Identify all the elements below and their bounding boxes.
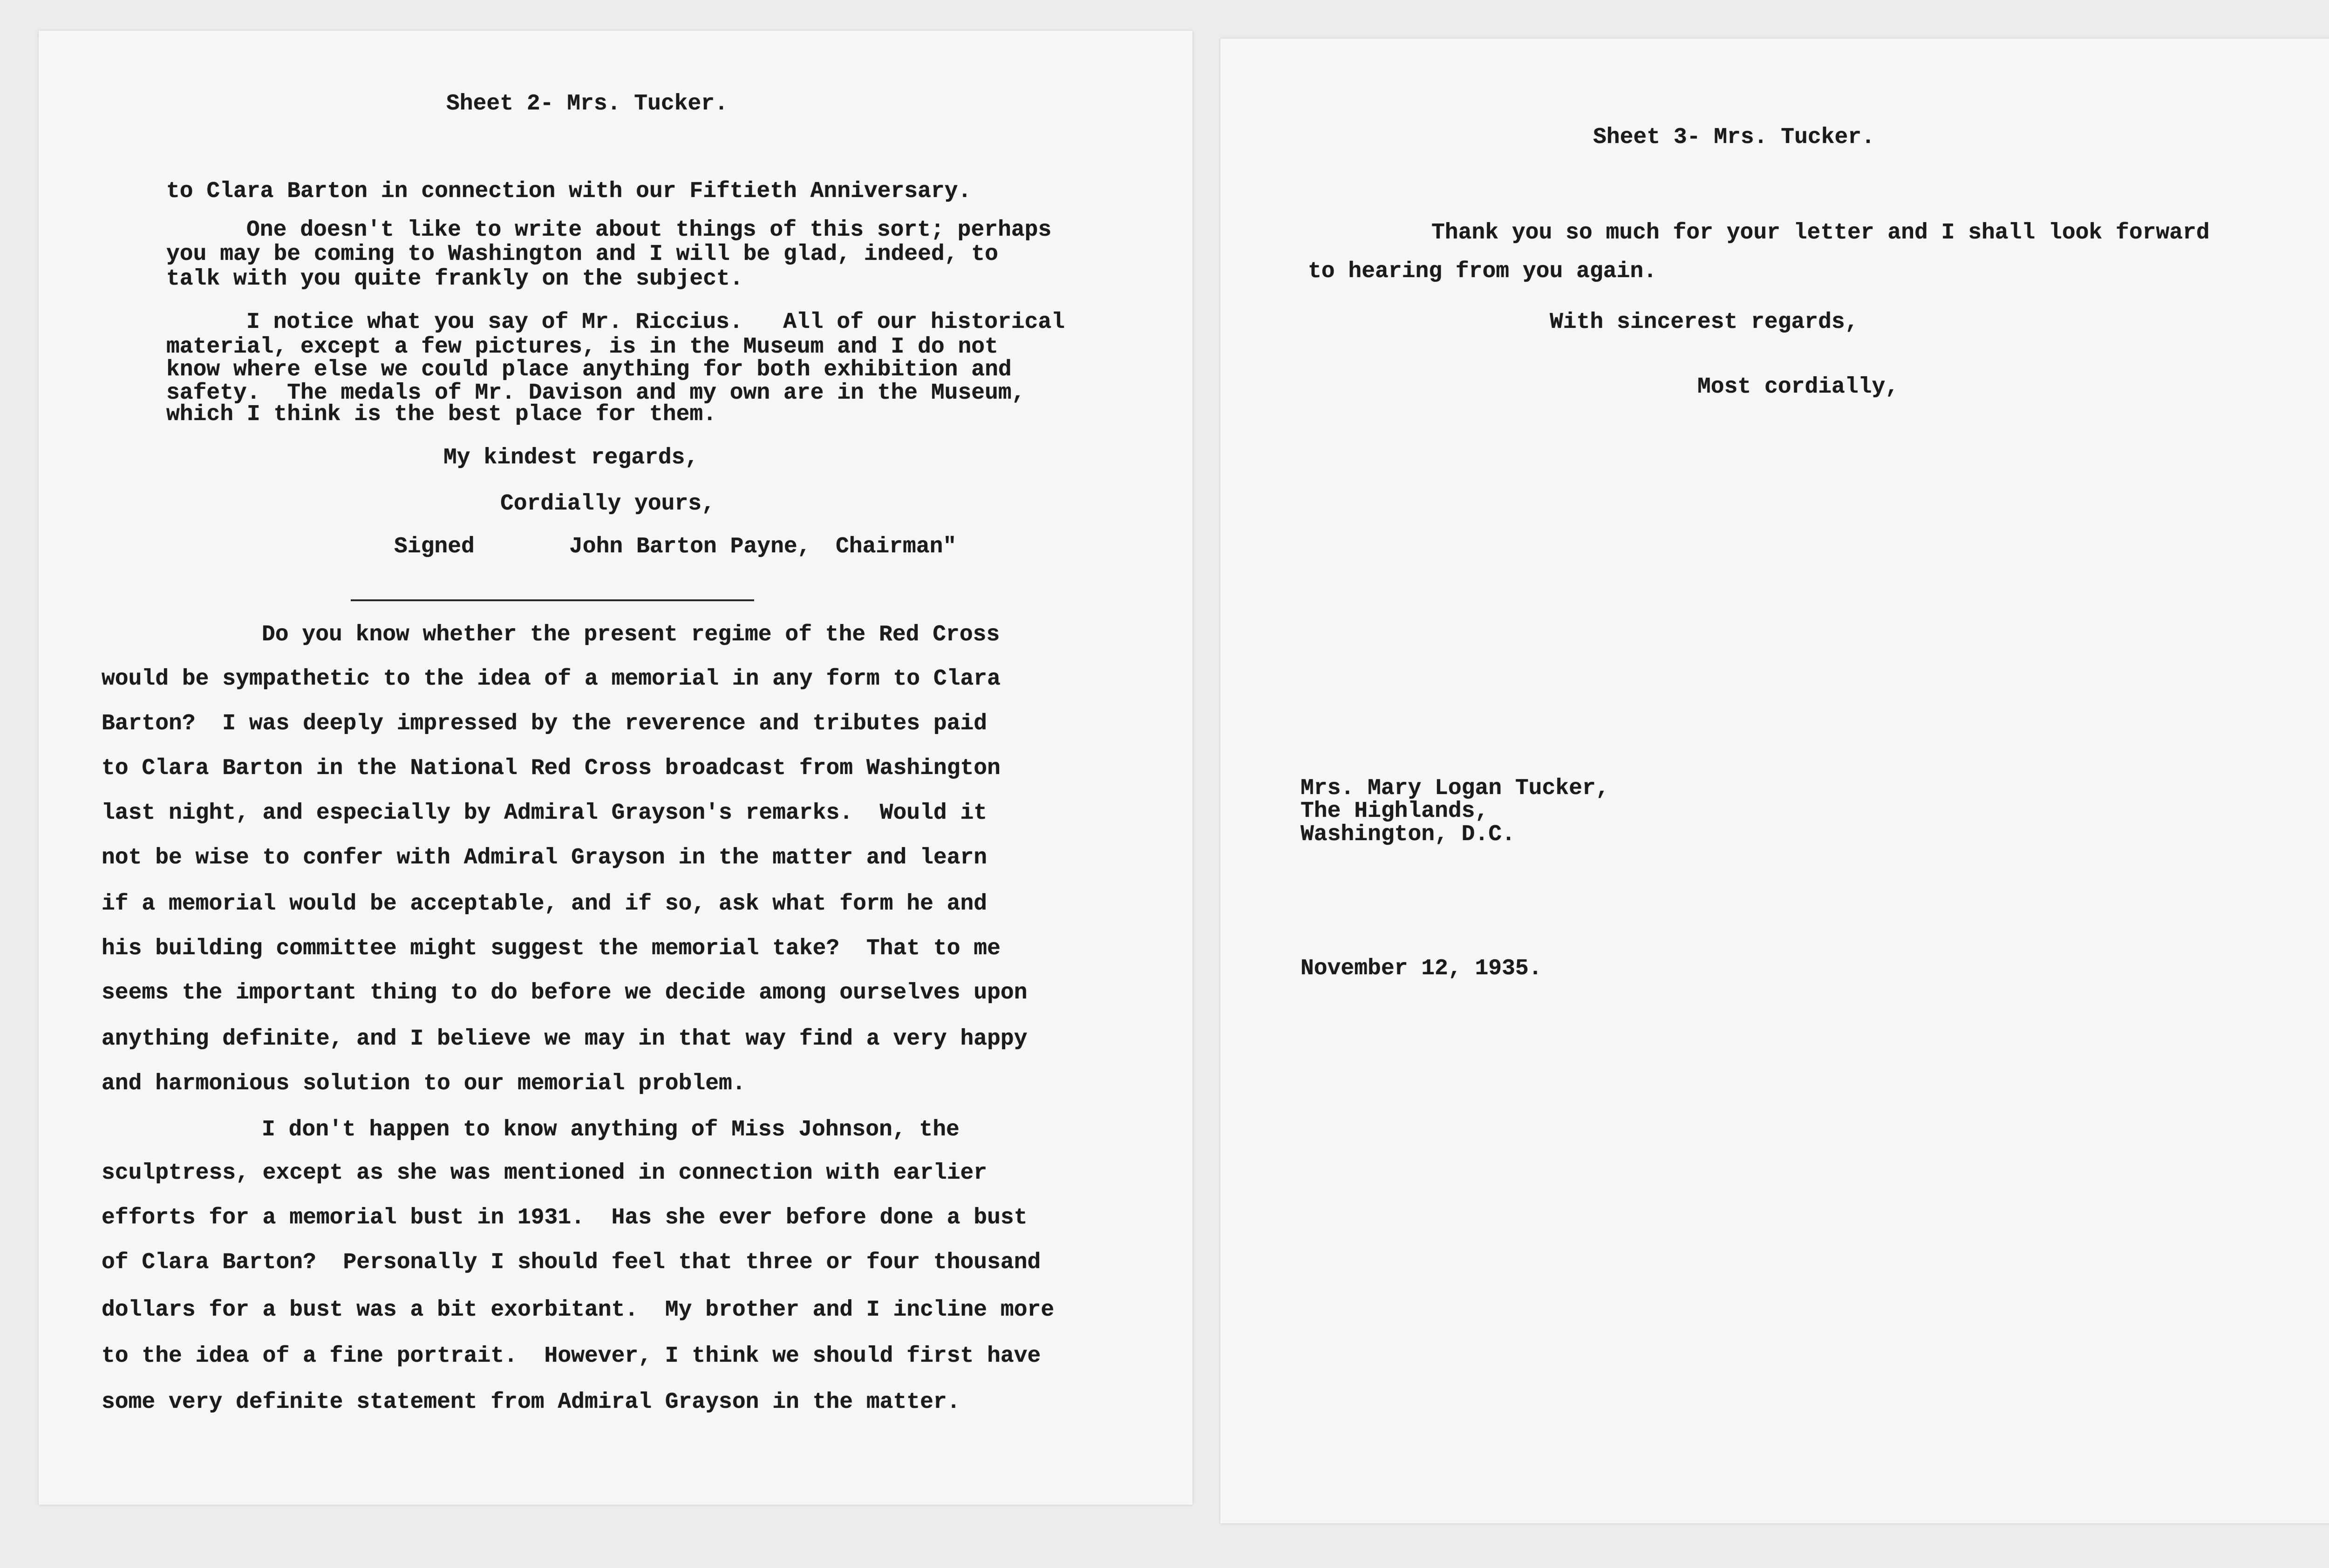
body-line: of Clara Barton? Personally I should feel that three or four thousand [102,1250,1041,1275]
body-line: to hearing from you again. [1308,259,1657,284]
quoted-line: know where else we could place anything for both exhibition and [166,357,1012,382]
body-line: Do you know whether the present regime of the Red Cross [262,622,1000,647]
signer-title: Chairman" [836,534,957,559]
signed-label: Signed [394,534,475,559]
quoted-line: to Clara Barton in connection with our Fiftieth Anniversary. [166,179,972,204]
quoted-line: I notice what you say of Mr. Riccius. All of our historical [246,310,1065,335]
letter-date: November 12, 1935. [1301,956,1542,981]
quoted-line: safety. The medals of Mr. Davison and my own are in the Museum, [166,380,1025,406]
quoted-line: One doesn't like to write about things of this sort; perhaps [246,217,1052,243]
address-line: The Highlands, [1301,799,1489,824]
complimentary-close: Most cordially, [1697,374,1899,400]
body-line: Barton? I was deeply impressed by the reverence and tributes paid [102,711,987,736]
body-line: seems the important thing to do before we decide among ourselves upon [102,980,1028,1005]
address-line: Mrs. Mary Logan Tucker, [1301,776,1609,801]
quoted-line: which I think is the best place for them. [166,402,716,427]
divider-line [351,599,754,601]
body-line: I don't happen to know anything of Miss Johnson, the [262,1117,960,1142]
quoted-line: talk with you quite frankly on the subject. [166,266,743,292]
sheet-2-header: Sheet 2- Mrs. Tucker. [446,91,728,116]
body-line: would be sympathetic to the idea of a memorial in any form to Clara [102,666,1001,692]
body-line: to Clara Barton in the National Red Cross broadcast from Washington [102,756,1001,781]
quoted-line: material, except a few pictures, is in the Museum and I do not [166,334,998,360]
quoted-line: you may be coming to Washington and I will be glad, indeed, to [166,242,998,267]
body-line: his building committee might suggest the memorial take? That to me [102,936,1001,961]
body-line: last night, and especially by Admiral Grayson's remarks. Would it [102,801,987,826]
body-line: and harmonious solution to our memorial problem. [102,1071,746,1096]
address-line: Washington, D.C. [1301,822,1515,847]
body-line: anything definite, and I believe we may in that way find a very happy [102,1026,1028,1052]
sheet-3-header: Sheet 3- Mrs. Tucker. [1593,125,1875,150]
closing: With sincerest regards, [1550,310,1859,335]
body-line: to the idea of a fine portrait. However, I think we should first have [102,1344,1041,1369]
body-line: sculptress, except as she was mentioned in connection with earlier [102,1161,987,1186]
body-line: some very definite statement from Admiral Grayson in the matter. [102,1390,960,1415]
body-line: dollars for a bust was a bit exorbitant. My brother and I incline more [102,1297,1055,1323]
body-line: if a memorial would be acceptable, and if so, ask what form he and [102,891,987,916]
quoted-closing: My kindest regards, [443,445,699,470]
body-line: not be wise to confer with Admiral Grayson in the matter and learn [102,845,987,870]
signer-name: John Barton Payne, [569,534,811,559]
body-line: efforts for a memorial bust in 1931. Has she ever before done a bust [102,1205,1028,1230]
body-line: Thank you so much for your letter and I shall look forward [1431,220,2210,245]
quoted-complimentary-close: Cordially yours, [500,491,715,516]
